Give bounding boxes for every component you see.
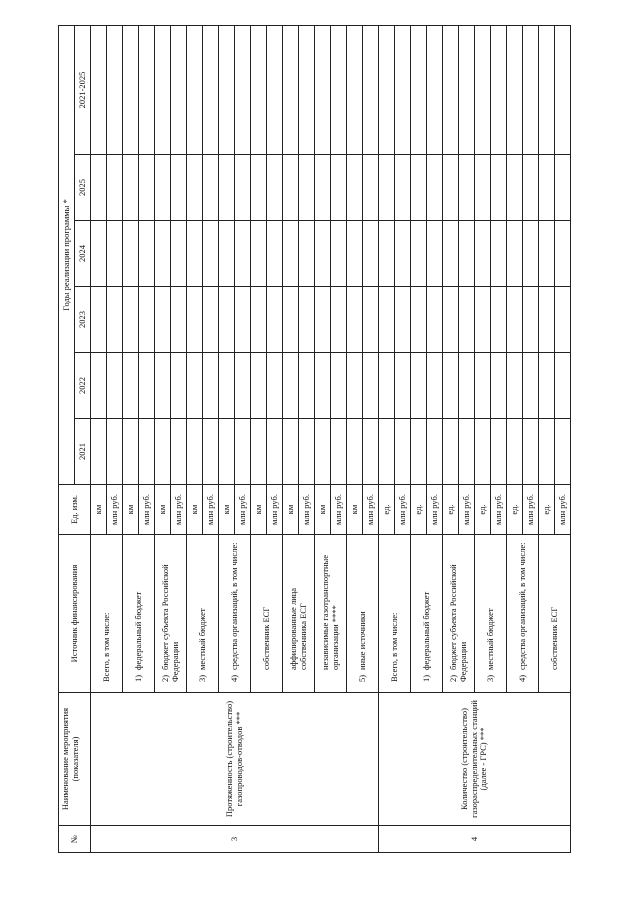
year-value-cell [555,26,571,155]
year-value-cell [491,26,507,155]
year-value-cell [443,26,459,155]
year-value-cell [107,287,123,353]
year-value-cell [475,419,491,485]
year-value-cell [235,155,251,221]
year-value-cell [379,287,395,353]
year-value-cell [155,221,171,287]
year-value-cell [427,221,443,287]
year-value-cell [283,221,299,287]
funding-source-number: 3) [484,674,495,682]
year-value-cell [155,26,171,155]
year-value-cell [267,419,283,485]
year-value-cell [379,221,395,287]
unit-cell: млн руб. [267,485,283,535]
year-value-cell [491,287,507,353]
year-value-cell [347,221,363,287]
measure-name: Протяженность (строительство) газопроводов-отводов *** [91,693,379,826]
year-value-cell [187,221,203,287]
year-value-cell [171,419,187,485]
year-value-cell [331,419,347,485]
funding-source-number: 5) [356,674,367,682]
unit-cell: млн руб. [299,485,315,535]
unit-cell: км [187,485,203,535]
year-value-cell [347,419,363,485]
year-value-cell [235,26,251,155]
year-value-cell [171,353,187,419]
year-value-cell [283,353,299,419]
year-value-cell [539,155,555,221]
funding-source-label: независимые газотранспортные организации **** [319,555,340,670]
year-value-cell [555,155,571,221]
year-value-cell [443,287,459,353]
year-value-cell [203,26,219,155]
unit-cell: млн руб. [555,485,571,535]
year-value-cell [203,221,219,287]
year-value-cell [555,221,571,287]
year-value-cell [539,26,555,155]
year-value-cell [491,419,507,485]
year-value-cell [427,26,443,155]
year-value-cell [363,419,379,485]
program-indicators-table [58,25,571,853]
unit-cell: млн руб. [235,485,251,535]
year-value-cell [491,221,507,287]
year-value-cell [235,287,251,353]
funding-source-label: местный бюджет [196,608,207,670]
year-value-cell [299,221,315,287]
unit-cell: ед. [443,485,459,535]
header-no: № [59,826,91,853]
year-value-cell [187,287,203,353]
year-value-cell [411,26,427,155]
year-value-cell [523,287,539,353]
year-value-cell [171,287,187,353]
year-value-cell [331,287,347,353]
year-value-cell [347,353,363,419]
header-year: 2021 [75,419,91,485]
year-value-cell [507,419,523,485]
year-value-cell [539,221,555,287]
funding-source-label: Всего, в том числе: [100,612,111,682]
year-value-cell [315,353,331,419]
year-value-cell [251,353,267,419]
year-value-cell [171,221,187,287]
year-value-cell [555,419,571,485]
funding-source-label: бюджет субъекта Российской Федерации [159,564,180,682]
year-value-cell [123,353,139,419]
year-value-cell [187,155,203,221]
year-value-cell [315,287,331,353]
year-value-cell [443,221,459,287]
year-value-cell [315,221,331,287]
year-value-cell [523,419,539,485]
year-value-cell [459,287,475,353]
funding-source-label: средства организаций, в том числе: [228,542,239,670]
year-value-cell [507,221,523,287]
year-value-cell [539,419,555,485]
header-year-total: 2021-2025 [75,26,91,155]
unit-cell: ед. [379,485,395,535]
unit-cell: км [219,485,235,535]
unit-cell: км [251,485,267,535]
year-value-cell [123,155,139,221]
year-value-cell [107,419,123,485]
year-value-cell [251,26,267,155]
year-value-cell [443,419,459,485]
year-value-cell [203,419,219,485]
funding-source [475,535,507,693]
unit-cell: млн руб. [427,485,443,535]
year-value-cell [459,419,475,485]
funding-source-label: федеральный бюджет [420,591,431,670]
table-row [91,26,107,853]
year-value-cell [427,419,443,485]
year-value-cell [475,26,491,155]
table-row [379,26,395,853]
year-value-cell [139,287,155,353]
year-value-cell [443,155,459,221]
unit-cell: км [123,485,139,535]
year-value-cell [475,287,491,353]
year-value-cell [315,155,331,221]
year-value-cell [123,221,139,287]
year-value-cell [283,287,299,353]
unit-cell: млн руб. [363,485,379,535]
year-value-cell [187,419,203,485]
year-value-cell [411,221,427,287]
year-value-cell [123,419,139,485]
year-value-cell [107,26,123,155]
funding-source-label: собственник ЕСГ [260,606,271,670]
year-value-cell [555,287,571,353]
row-number: 4 [379,826,571,853]
year-value-cell [187,26,203,155]
year-value-cell [91,353,107,419]
year-value-cell [299,26,315,155]
funding-source [91,535,123,693]
year-value-cell [507,287,523,353]
header-year: 2025 [75,155,91,221]
unit-cell: млн руб. [395,485,411,535]
year-value-cell [107,221,123,287]
year-value-cell [235,419,251,485]
funding-source [219,535,251,693]
funding-source-number: 2) [159,674,170,682]
unit-cell: ед. [507,485,523,535]
year-value-cell [107,155,123,221]
year-value-cell [379,353,395,419]
year-value-cell [251,287,267,353]
header-years-group: Годы реализации программы * [59,26,75,485]
year-value-cell [91,26,107,155]
year-value-cell [363,221,379,287]
year-value-cell [507,155,523,221]
year-value-cell [379,419,395,485]
header-year: 2023 [75,287,91,353]
year-value-cell [491,353,507,419]
header-source: Источник финансирования [59,535,91,693]
measure-name: Количество (строительство) газораспределительных станций (далее - ГРС) *** [379,693,571,826]
unit-cell: км [155,485,171,535]
year-value-cell [299,419,315,485]
year-value-cell [139,419,155,485]
year-value-cell [347,155,363,221]
unit-cell: млн руб. [107,485,123,535]
header-year: 2022 [75,353,91,419]
year-value-cell [219,353,235,419]
year-value-cell [219,155,235,221]
year-value-cell [539,287,555,353]
funding-source-label: Всего, в том числе: [388,612,399,682]
year-value-cell [379,26,395,155]
unit-cell: млн руб. [459,485,475,535]
year-value-cell [395,287,411,353]
year-value-cell [411,287,427,353]
year-value-cell [507,353,523,419]
year-value-cell [91,155,107,221]
year-value-cell [395,419,411,485]
funding-source [443,535,475,693]
year-value-cell [331,353,347,419]
year-value-cell [219,287,235,353]
year-value-cell [363,26,379,155]
funding-source-label: федеральный бюджет [132,591,143,670]
year-value-cell [347,26,363,155]
year-value-cell [459,221,475,287]
table-header [59,26,91,853]
row-number: 3 [91,826,379,853]
year-value-cell [267,26,283,155]
year-value-cell [139,26,155,155]
year-value-cell [363,353,379,419]
year-value-cell [331,26,347,155]
year-value-cell [267,155,283,221]
year-value-cell [395,155,411,221]
funding-source [123,535,155,693]
year-value-cell [395,26,411,155]
year-value-cell [155,155,171,221]
year-value-cell [251,221,267,287]
year-value-cell [123,26,139,155]
year-value-cell [171,26,187,155]
year-value-cell [475,221,491,287]
year-value-cell [267,287,283,353]
unit-cell: ед. [539,485,555,535]
funding-source-label: средства организаций, в том числе: [516,542,527,670]
table-body [91,26,571,853]
year-value-cell [299,287,315,353]
year-value-cell [219,221,235,287]
year-value-cell [219,26,235,155]
year-value-cell [395,353,411,419]
header-year: 2024 [75,221,91,287]
funding-source [411,535,443,693]
unit-cell: млн руб. [139,485,155,535]
year-value-cell [395,221,411,287]
unit-cell: млн руб. [523,485,539,535]
year-value-cell [539,353,555,419]
year-value-cell [379,155,395,221]
funding-source [155,535,187,693]
year-value-cell [331,221,347,287]
year-value-cell [155,419,171,485]
year-value-cell [139,221,155,287]
unit-cell: км [91,485,107,535]
year-value-cell [123,287,139,353]
year-value-cell [235,221,251,287]
funding-source-number: 1) [132,674,143,682]
funding-source-label: аффилированные лица собственника ЕСГ [287,587,308,670]
year-value-cell [91,287,107,353]
year-value-cell [363,287,379,353]
year-value-cell [187,353,203,419]
year-value-cell [267,353,283,419]
year-value-cell [523,353,539,419]
funding-source-number: 1) [420,674,431,682]
funding-source-label: местный бюджет [484,608,495,670]
year-value-cell [411,419,427,485]
year-value-cell [91,221,107,287]
year-value-cell [459,155,475,221]
year-value-cell [251,419,267,485]
year-value-cell [523,221,539,287]
year-value-cell [475,155,491,221]
year-value-cell [443,353,459,419]
year-value-cell [427,353,443,419]
unit-cell: млн руб. [171,485,187,535]
year-value-cell [235,353,251,419]
year-value-cell [203,353,219,419]
year-value-cell [459,26,475,155]
year-value-cell [459,353,475,419]
unit-cell: км [347,485,363,535]
funding-source-number: 2) [447,674,458,682]
year-value-cell [139,353,155,419]
year-value-cell [299,155,315,221]
year-value-cell [299,353,315,419]
header-unit: Ед. изм. [59,485,91,535]
funding-source [187,535,219,693]
year-value-cell [523,26,539,155]
unit-cell: млн руб. [331,485,347,535]
unit-cell: км [283,485,299,535]
year-value-cell [475,353,491,419]
year-value-cell [315,419,331,485]
year-value-cell [91,419,107,485]
year-value-cell [107,353,123,419]
year-value-cell [203,155,219,221]
year-value-cell [219,419,235,485]
year-value-cell [283,419,299,485]
year-value-cell [411,353,427,419]
year-value-cell [155,287,171,353]
funding-source [283,535,315,693]
unit-cell: млн руб. [203,485,219,535]
year-value-cell [507,26,523,155]
year-value-cell [267,221,283,287]
funding-source [379,535,411,693]
year-value-cell [427,287,443,353]
year-value-cell [331,155,347,221]
funding-source [251,535,283,693]
year-value-cell [363,155,379,221]
unit-cell: млн руб. [491,485,507,535]
year-value-cell [427,155,443,221]
year-value-cell [171,155,187,221]
year-value-cell [315,26,331,155]
header-name: Наименование мероприятия (показателя) [59,693,91,826]
year-value-cell [283,155,299,221]
funding-source [539,535,571,693]
funding-source-label: иные источники [356,611,367,670]
year-value-cell [555,353,571,419]
year-value-cell [523,155,539,221]
funding-source [347,535,379,693]
funding-source-number: 4) [516,674,527,682]
funding-source-label: собственник ЕСГ [548,606,559,670]
year-value-cell [203,287,219,353]
funding-source-number: 3) [196,674,207,682]
funding-source-label: бюджет субъекта Российской Федерации [447,564,468,682]
unit-cell: ед. [475,485,491,535]
year-value-cell [139,155,155,221]
year-value-cell [155,353,171,419]
year-value-cell [491,155,507,221]
year-value-cell [347,287,363,353]
funding-source [507,535,539,693]
year-value-cell [411,155,427,221]
funding-source-number: 4) [228,674,239,682]
year-value-cell [283,26,299,155]
funding-source [315,535,347,693]
unit-cell: км [315,485,331,535]
year-value-cell [251,155,267,221]
unit-cell: ед. [411,485,427,535]
